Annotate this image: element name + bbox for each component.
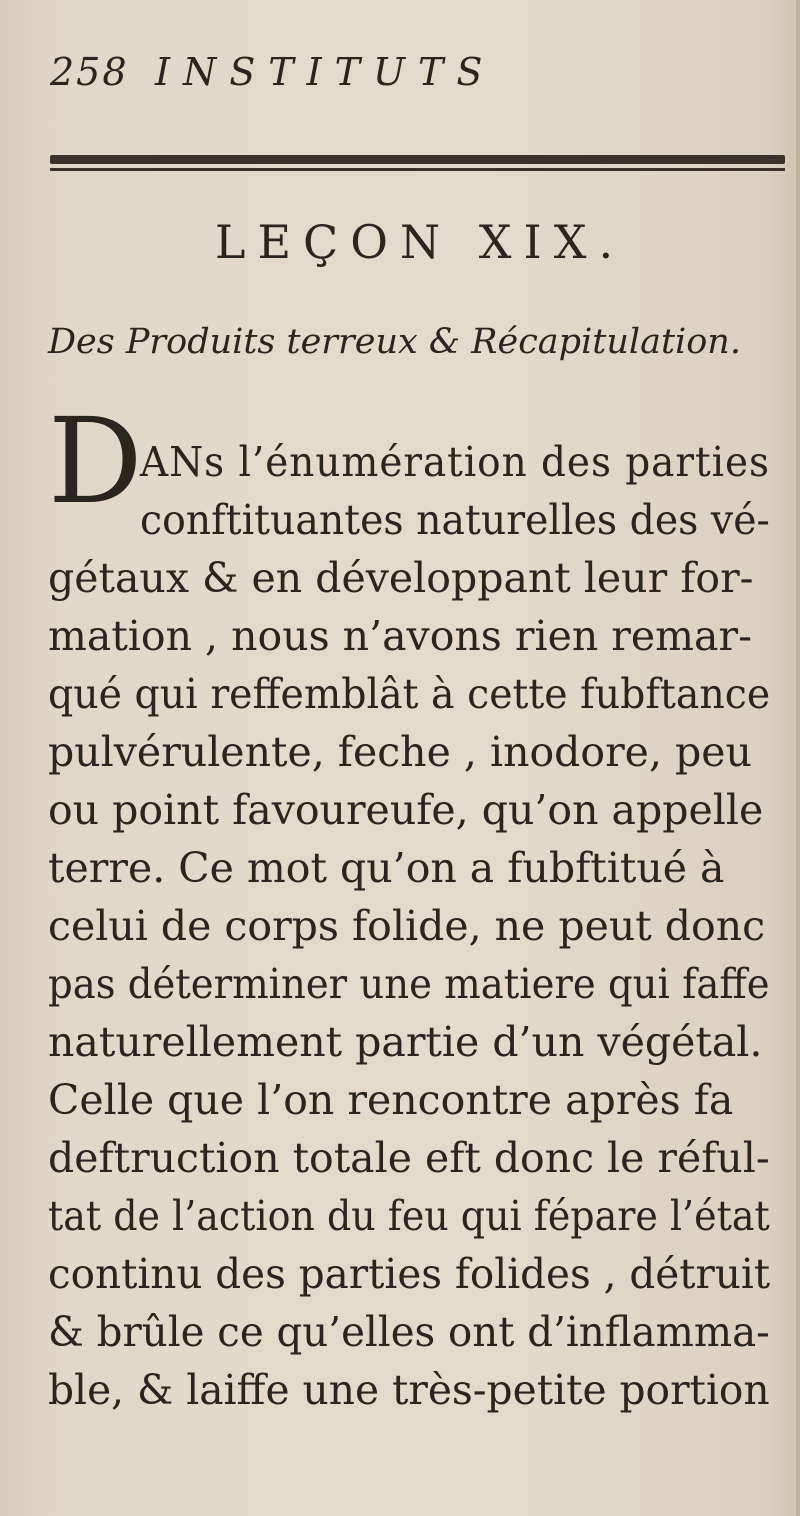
header-rule-thick [50, 155, 785, 164]
text-line: gétaux & en développant leur for- [48, 554, 754, 602]
text-line: pulvérulente, feche , inodore, peu [48, 728, 752, 776]
drop-cap: D [48, 392, 143, 530]
lesson-subtitle: Des Produits terreux & Récapitulation. [48, 322, 741, 362]
text-line: terre. Ce mot qu’on a fubftitué à [48, 844, 725, 892]
text-line: & brûle ce qu’elles ont d’inflamma- [48, 1308, 770, 1356]
text-line: celui de corps folide, ne peut donc [48, 902, 766, 950]
lesson-title: LEÇON XIX. [214, 215, 626, 269]
text-line: continu des parties folides , détruit [48, 1250, 771, 1298]
text-line: conftituantes naturelles des vé- [140, 496, 770, 544]
running-head: INSTITUTS [155, 50, 496, 94]
text-line: Celle que l’on rencontre après fa [48, 1076, 734, 1124]
text-line: qué qui reffemblât à cette fubftance [48, 670, 771, 718]
text-line: ANs l’énumération des parties [140, 438, 770, 486]
text-line: ble, & laiffe une très-petite portion [48, 1366, 770, 1414]
header-rule [50, 155, 785, 173]
text-line: ou point favoureufe, qu’on appelle [48, 786, 764, 834]
text-line: mation , nous n’avons rien remar- [48, 612, 752, 660]
page-number: 258 [50, 50, 129, 94]
page-header [0, 42, 800, 102]
text-line: pas déterminer une matiere qui faffe [48, 960, 770, 1008]
text-line: tat de l’action du feu qui fépare l’état [48, 1192, 770, 1240]
header-rule-thin [50, 168, 785, 171]
text-line: naturellement partie d’un végétal. [48, 1018, 763, 1066]
text-line: deftruction totale eft donc le réful- [48, 1134, 770, 1182]
